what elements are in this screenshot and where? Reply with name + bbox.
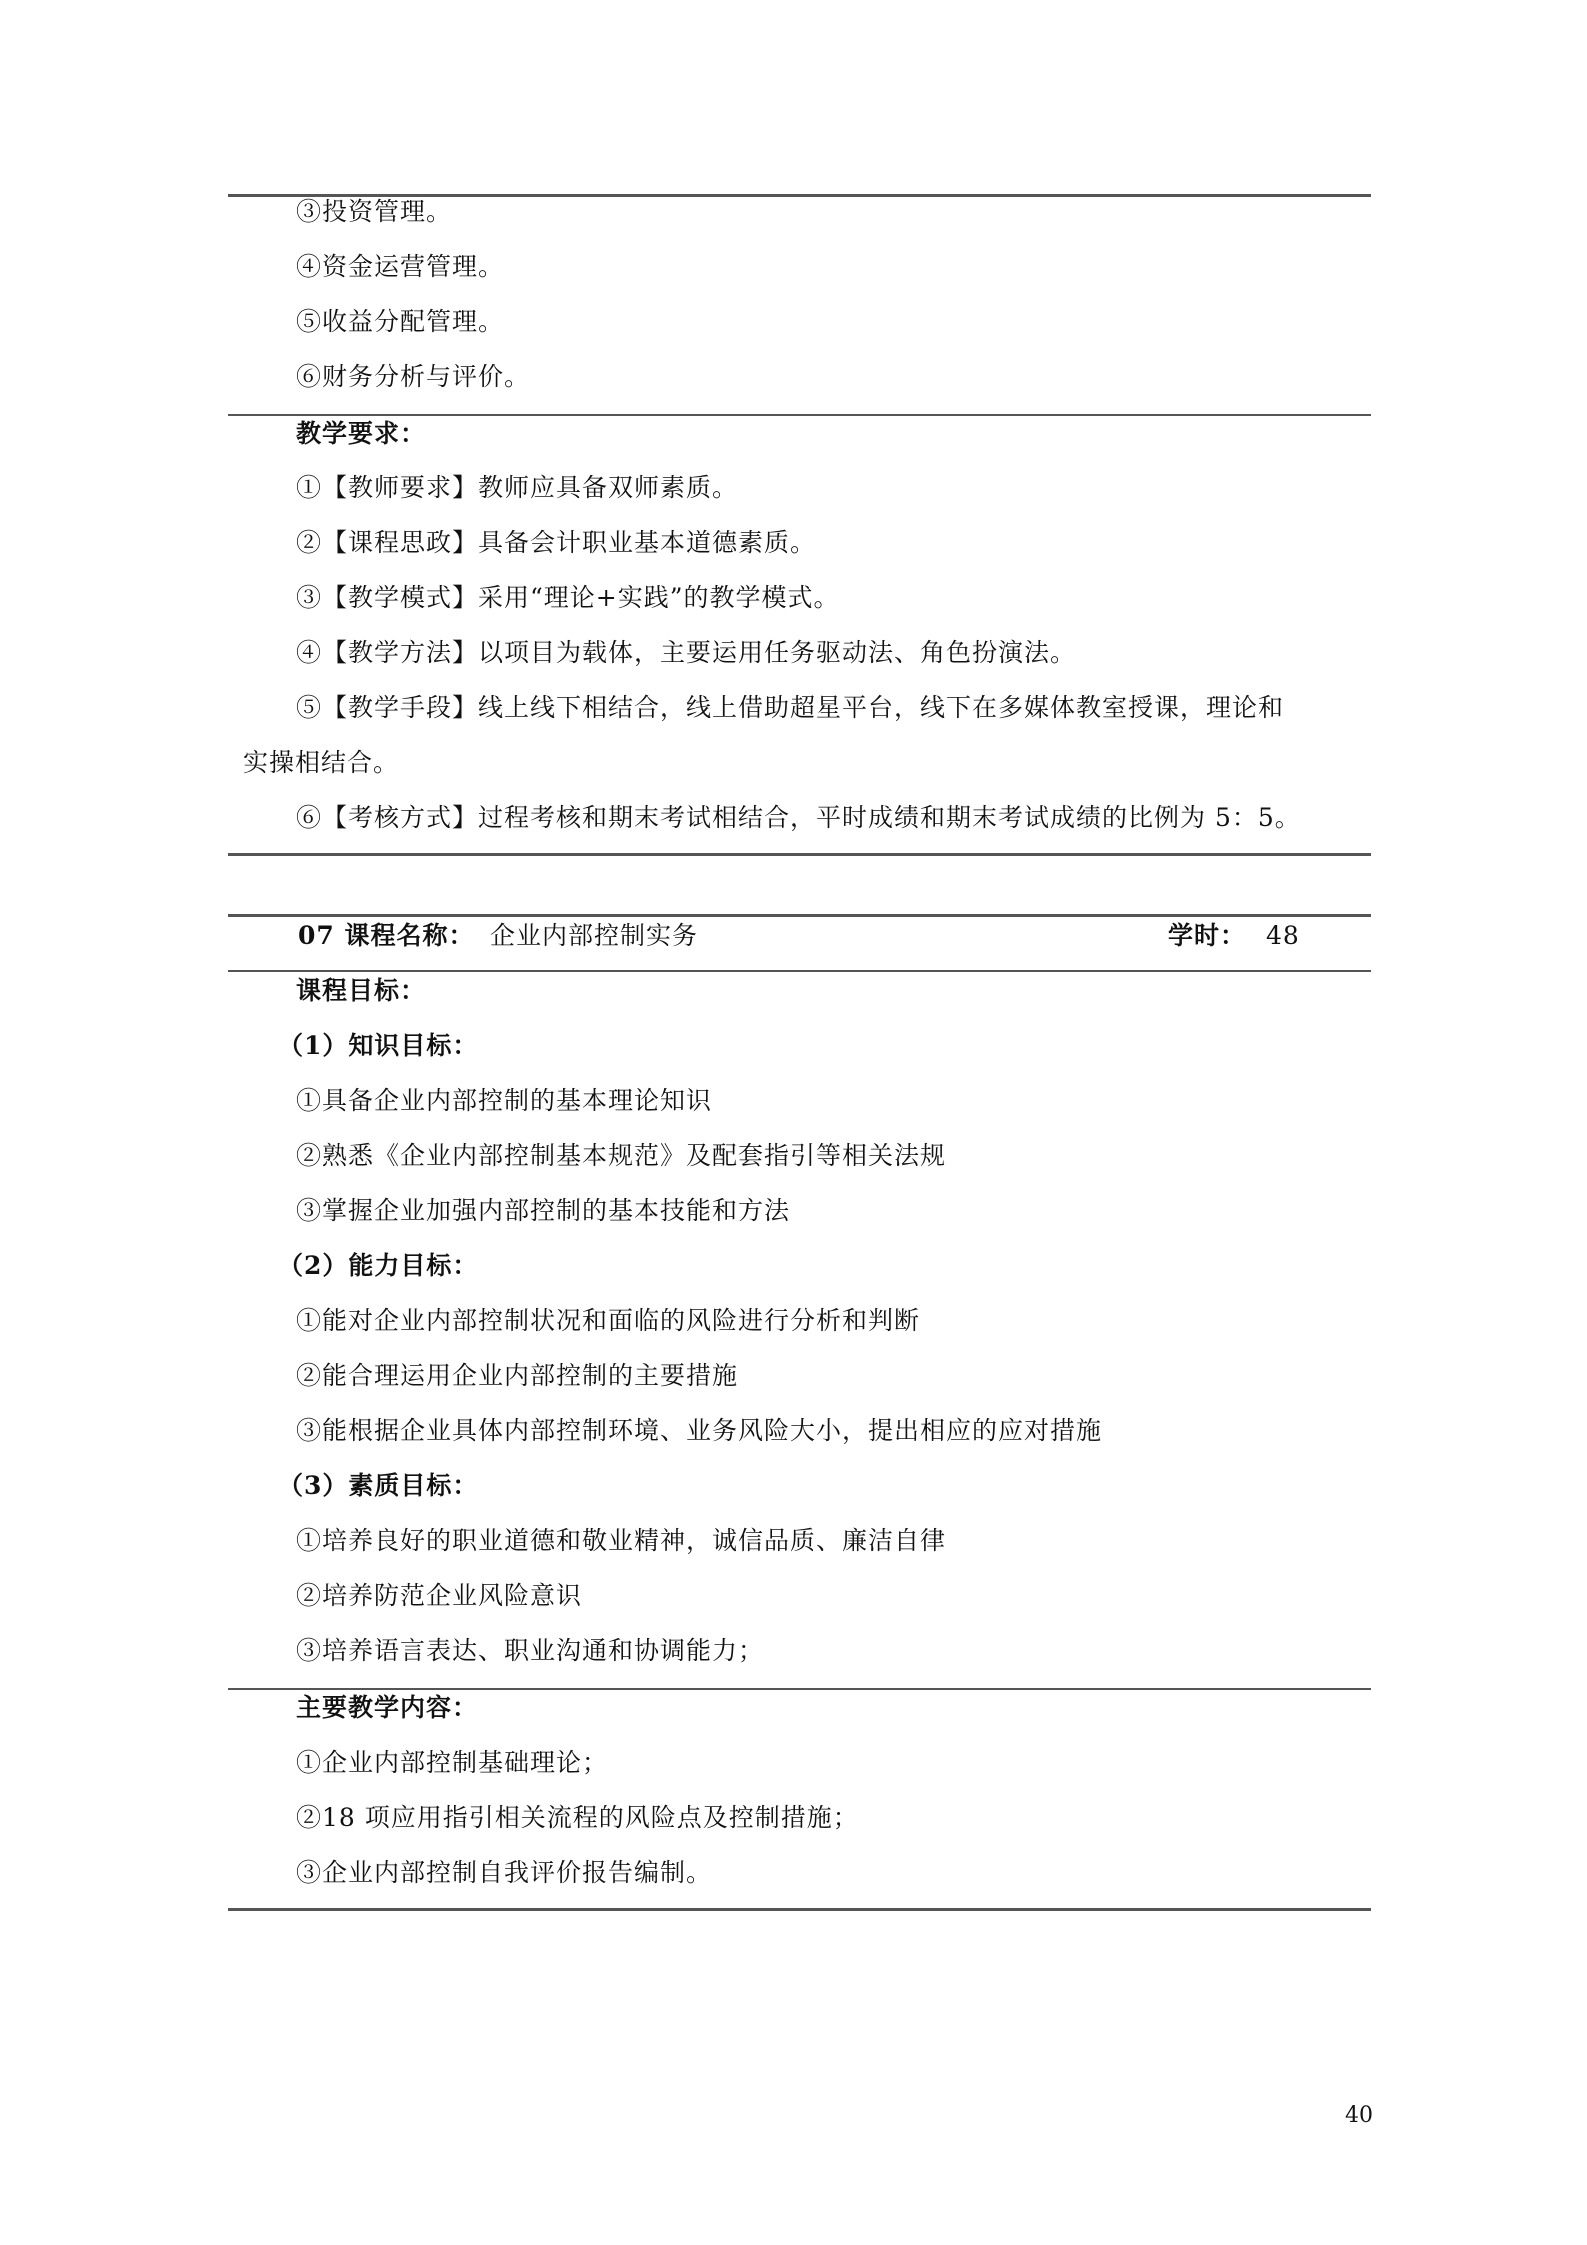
teaching-item: ⑥【考核方式】过程考核和期末考试相结合，平时成绩和期末考试成绩的比例为 5：5。 <box>296 803 1301 832</box>
knowledge-item: ②熟悉《企业内部控制基本规范》及配套指引等相关法规 <box>296 1141 947 1170</box>
quality-item: ①培养良好的职业道德和敬业精神，诚信品质、廉洁自律 <box>296 1526 947 1555</box>
teaching-item: ⑤【教学手段】线上线下相结合，线上借助超星平台，线下在多媒体教室授课，理论和 <box>296 693 1285 722</box>
table-bottom-rule <box>228 1908 1371 1911</box>
main-content-item: ①企业内部控制基础理论； <box>296 1748 609 1777</box>
knowledge-goals-title: （1）知识目标： <box>278 1031 479 1060</box>
row-divider <box>228 970 1371 972</box>
row-divider <box>228 1688 1371 1690</box>
teaching-item: ①【教师要求】教师应具备双师素质。 <box>296 473 739 502</box>
page-number: 40 <box>1345 2103 1373 2128</box>
teaching-item: ②【课程思政】具备会计职业基本道德素质。 <box>296 528 817 557</box>
quality-item: ②培养防范企业风险意识 <box>296 1581 583 1610</box>
main-content-title: 主要教学内容： <box>296 1693 479 1722</box>
teaching-item-continuation: 实操相结合。 <box>243 748 400 777</box>
ability-item: ①能对企业内部控制状况和面临的风险进行分析和判断 <box>296 1306 921 1335</box>
ability-item: ③能根据企业具体内部控制环境、业务风险大小，提出相应的应对措施 <box>296 1416 1103 1445</box>
ability-goals-title: （2）能力目标： <box>278 1251 479 1280</box>
main-content-item: ③企业内部控制自我评价报告编制。 <box>296 1858 713 1887</box>
teaching-item: ③【教学模式】采用“理论+实践”的教学模式。 <box>296 583 840 612</box>
knowledge-item: ③掌握企业加强内部控制的基本技能和方法 <box>296 1196 791 1225</box>
course-hours-value: 48 <box>1266 921 1300 950</box>
main-content-item: ②18 项应用指引相关流程的风险点及控制措施； <box>296 1803 859 1832</box>
teaching-requirements-title: 教学要求： <box>296 419 427 448</box>
teaching-item: ④【教学方法】以项目为载体，主要运用任务驱动法、角色扮演法。 <box>296 638 1077 667</box>
knowledge-item: ①具备企业内部控制的基本理论知识 <box>296 1086 713 1115</box>
content-item: ④资金运营管理。 <box>296 252 505 281</box>
course-hours-label: 学时： <box>1168 921 1247 950</box>
ability-item: ②能合理运用企业内部控制的主要措施 <box>296 1361 739 1390</box>
course-goals-title: 课程目标： <box>296 976 427 1005</box>
content-item: ③投资管理。 <box>296 197 453 226</box>
quality-item: ③培养语言表达、职业沟通和协调能力； <box>296 1636 765 1665</box>
table-bottom-rule <box>228 853 1371 856</box>
row-divider <box>228 414 1371 416</box>
course-name: 企业内部控制实务 <box>490 921 699 950</box>
table-top-rule <box>228 914 1371 917</box>
content-item: ⑥财务分析与评价。 <box>296 362 531 391</box>
course-number-label: 07 课程名称： <box>298 921 475 950</box>
quality-goals-title: （3）素质目标： <box>278 1471 479 1500</box>
content-item: ⑤收益分配管理。 <box>296 307 505 336</box>
